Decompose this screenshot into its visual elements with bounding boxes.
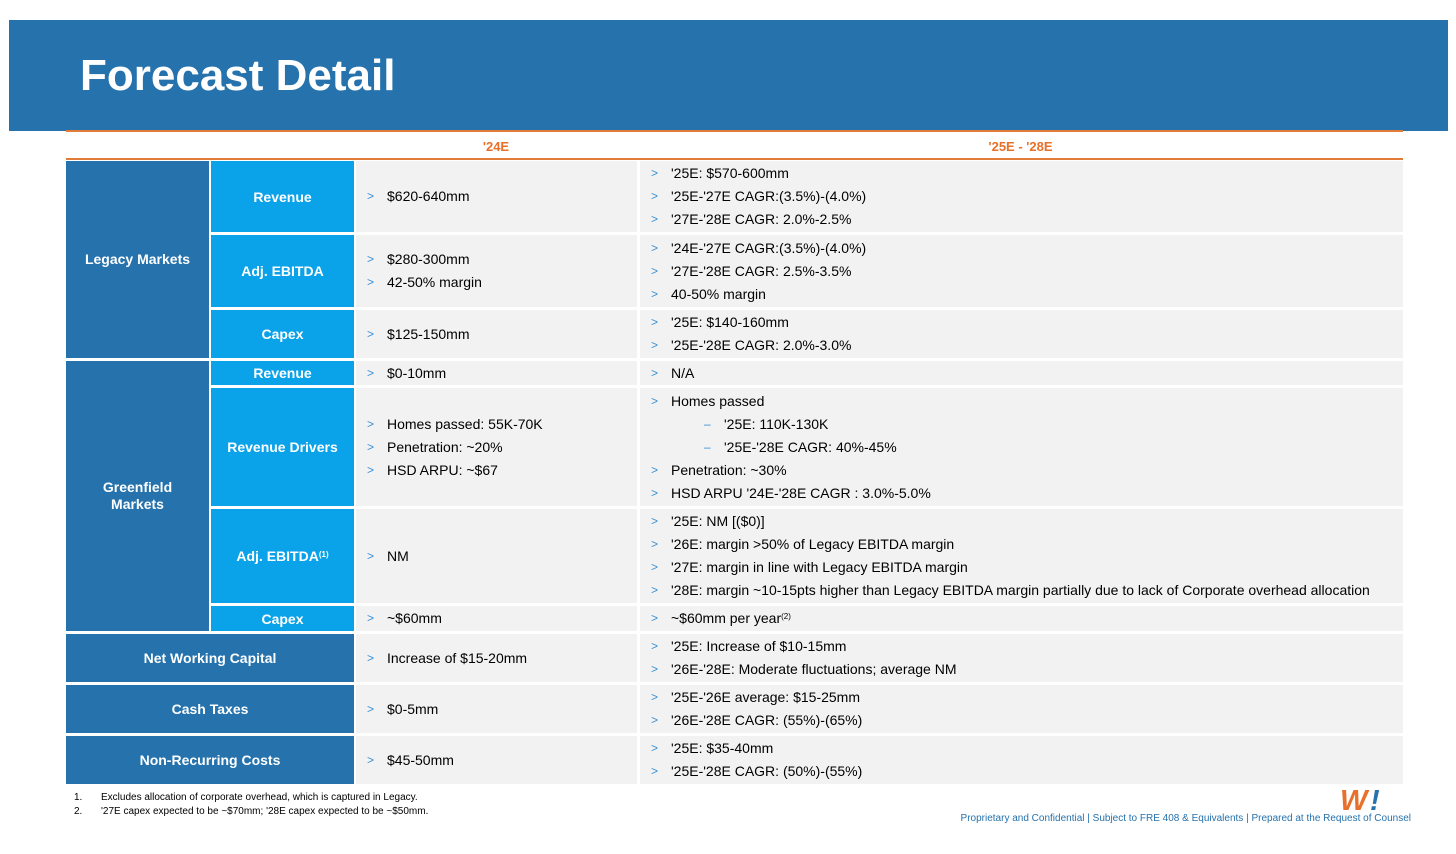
bullet-marker: > bbox=[651, 315, 659, 329]
cell-greenfield-adj-ebitda-25e-28e bbox=[640, 509, 1403, 603]
cell-cash-taxes-25e-28e bbox=[640, 685, 1403, 733]
bullet-text: '27E-'28E CAGR: 2.0%-2.5% bbox=[671, 211, 852, 227]
bullet-marker: > bbox=[651, 583, 659, 597]
footnote-ref: (2) bbox=[781, 612, 791, 621]
cell-greenfield-revenue-24e bbox=[356, 361, 637, 385]
title-bar bbox=[9, 20, 1448, 131]
bullet-marker: > bbox=[651, 338, 659, 352]
footnote bbox=[74, 791, 428, 805]
header-bottom-rule bbox=[66, 158, 1403, 160]
row-label-text: Adj. EBITDA bbox=[236, 548, 319, 564]
bullet-marker: > bbox=[367, 326, 375, 341]
sub-bullet bbox=[651, 436, 1403, 459]
bullet bbox=[367, 607, 637, 630]
bullet bbox=[367, 459, 637, 482]
bullet-text: $0-5mm bbox=[387, 700, 439, 717]
bullet-text: '28E: margin ~10-15pts higher than Legacy EBITDA margin partially due to lack of Corporate overhead allocation bbox=[671, 582, 1370, 598]
footnote-text: '27E capex expected to be ~$70mm; '28E capex expected to be ~$50mm. bbox=[101, 806, 429, 817]
bullet-text: '25E-'28E CAGR: 2.0%-3.0% bbox=[671, 337, 852, 353]
logo-letter: W bbox=[1340, 785, 1368, 814]
footnote-number: 2. bbox=[74, 806, 83, 817]
bullet-marker: > bbox=[367, 462, 375, 477]
bullet-text: '25E: $140-160mm bbox=[671, 314, 789, 330]
bullet-marker: > bbox=[651, 212, 659, 226]
bullet bbox=[651, 185, 1403, 208]
cell-legacy-adj-ebitda-24e bbox=[356, 235, 637, 307]
bullet-marker: > bbox=[367, 650, 375, 665]
bullet-text: '25E-'28E CAGR: (50%)-(55%) bbox=[671, 763, 863, 779]
page-title: Forecast Detail bbox=[80, 51, 396, 100]
bullet-text: '26E-'28E CAGR: (55%)-(65%) bbox=[671, 712, 863, 728]
cell-nwc-24e bbox=[356, 634, 637, 682]
bullet bbox=[651, 283, 1403, 306]
bullet-text: '26E: margin >50% of Legacy EBITDA margin bbox=[671, 536, 955, 552]
header-top-rule bbox=[66, 130, 1403, 132]
group-non-recurring-costs: Non-Recurring Costs bbox=[66, 736, 354, 784]
bullet bbox=[367, 323, 637, 346]
cell-legacy-revenue-25e-28e bbox=[640, 161, 1403, 232]
cell-legacy-revenue-24e bbox=[356, 161, 637, 232]
bullet-text: $45-50mm bbox=[387, 751, 454, 768]
row-label-greenfield-adj-ebitda bbox=[211, 509, 354, 603]
bullet-text: '26E-'28E: Moderate fluctuations; average NM bbox=[671, 661, 957, 677]
bullet-text: $125-150mm bbox=[387, 325, 470, 342]
footnote bbox=[74, 805, 428, 819]
bullet bbox=[651, 334, 1403, 357]
bullet bbox=[651, 311, 1403, 334]
bullet bbox=[651, 162, 1403, 185]
bullet-marker: > bbox=[367, 365, 375, 380]
bullet bbox=[651, 635, 1403, 658]
bullet-marker: > bbox=[651, 365, 659, 380]
bullet bbox=[367, 436, 637, 459]
cell-greenfield-capex-25e-28e bbox=[640, 606, 1403, 631]
cell-greenfield-adj-ebitda-24e bbox=[356, 509, 637, 603]
row-label-legacy-revenue: Revenue bbox=[211, 161, 354, 232]
group-legacy-markets: Legacy Markets bbox=[66, 161, 209, 358]
bullet-marker: > bbox=[651, 166, 659, 180]
bullet bbox=[651, 737, 1403, 760]
bullet-text: ~$60mm per year bbox=[671, 610, 782, 626]
footnote-number: 1. bbox=[74, 792, 83, 803]
bullet bbox=[367, 698, 637, 721]
bullet bbox=[651, 362, 1403, 385]
bullet-marker: > bbox=[651, 662, 659, 676]
bullet-text: '27E-'28E CAGR: 2.5%-3.5% bbox=[671, 262, 852, 279]
bullet-text: $620-640mm bbox=[387, 188, 470, 204]
bullet-marker: > bbox=[651, 639, 659, 653]
column-header-25e-28e: '25E - '28E bbox=[988, 139, 1053, 154]
bullet bbox=[651, 686, 1403, 709]
cell-greenfield-drivers-24e bbox=[356, 388, 637, 506]
bullet-marker: > bbox=[651, 189, 659, 203]
sub-bullet-text: '25E: 110K-130K bbox=[724, 415, 829, 432]
bullet-marker: > bbox=[651, 741, 659, 755]
bullet bbox=[367, 545, 637, 568]
bullet bbox=[367, 647, 637, 670]
bullet-text: HSD ARPU: ~$67 bbox=[387, 461, 498, 478]
row-label-legacy-capex: Capex bbox=[211, 310, 354, 358]
bullet bbox=[651, 208, 1403, 231]
bullet-text: '25E: NM [($0)] bbox=[671, 513, 765, 529]
sub-bullet-marker: – bbox=[704, 416, 711, 431]
bullet bbox=[651, 658, 1403, 681]
bullet bbox=[651, 237, 1403, 260]
company-logo bbox=[1340, 784, 1386, 814]
bullet-marker: > bbox=[651, 560, 659, 574]
cell-nrc-25e-28e bbox=[640, 736, 1403, 784]
bullet bbox=[367, 362, 637, 385]
cell-nwc-25e-28e bbox=[640, 634, 1403, 682]
bullet-marker: > bbox=[367, 189, 375, 203]
logo-mark: ! bbox=[1370, 785, 1380, 814]
bullet bbox=[651, 709, 1403, 732]
group-cash-taxes: Cash Taxes bbox=[66, 685, 354, 733]
bullet-text: 40-50% margin bbox=[671, 285, 766, 302]
footnotes bbox=[74, 791, 428, 819]
sub-bullet-marker: – bbox=[704, 439, 711, 454]
bullet-marker: > bbox=[367, 252, 375, 266]
bullet bbox=[367, 185, 637, 208]
bullet bbox=[651, 459, 1403, 482]
confidentiality-notice: Proprietary and Confidential | Subject to FRE 408 & Equivalents | Prepared at the Request of Counsel bbox=[960, 813, 1411, 824]
bullet bbox=[367, 248, 637, 271]
bullet-marker: > bbox=[651, 713, 659, 727]
bullet-marker: > bbox=[367, 548, 375, 563]
bullet bbox=[651, 760, 1403, 783]
bullet-text: $0-10mm bbox=[387, 364, 447, 381]
row-label-legacy-adj-ebitda: Adj. EBITDA bbox=[211, 235, 354, 307]
bullet-marker: > bbox=[367, 416, 375, 431]
bullet-marker: > bbox=[651, 485, 659, 500]
bullet-text: '25E-'26E average: $15-25mm bbox=[671, 689, 861, 705]
bullet bbox=[651, 482, 1403, 505]
bullet-text: '25E-'27E CAGR:(3.5%)-(4.0%) bbox=[671, 188, 867, 204]
row-label-greenfield-revenue-drivers: Revenue Drivers bbox=[211, 388, 354, 506]
footnote-ref: (1) bbox=[318, 549, 329, 559]
bullet bbox=[651, 579, 1403, 602]
cell-legacy-capex-25e-28e bbox=[640, 310, 1403, 358]
bullet-marker: > bbox=[651, 263, 659, 278]
bullet bbox=[367, 271, 637, 294]
bullet bbox=[651, 556, 1403, 579]
group-net-working-capital: Net Working Capital bbox=[66, 634, 354, 682]
cell-legacy-adj-ebitda-25e-28e bbox=[640, 235, 1403, 307]
bullet-text: Homes passed: 55K-70K bbox=[387, 415, 543, 432]
bullet bbox=[651, 607, 1403, 630]
bullet bbox=[367, 413, 637, 436]
bullet-text: '24E-'27E CAGR:(3.5%)-(4.0%) bbox=[671, 239, 867, 256]
bullet bbox=[651, 510, 1403, 533]
bullet-marker: > bbox=[651, 286, 659, 301]
bullet-marker: > bbox=[651, 764, 659, 778]
row-label-greenfield-revenue: Revenue bbox=[211, 361, 354, 385]
cell-greenfield-drivers-25e-28e bbox=[640, 388, 1403, 506]
bullet-text: '25E: $570-600mm bbox=[671, 165, 789, 181]
bullet-marker: > bbox=[367, 439, 375, 454]
bullet-text: '25E: $35-40mm bbox=[671, 740, 774, 756]
bullet-text: Increase of $15-20mm bbox=[387, 649, 528, 666]
bullet-text: HSD ARPU '24E-'28E CAGR : 3.0%-5.0% bbox=[671, 484, 931, 501]
bullet bbox=[651, 390, 1403, 413]
bullet-text: Homes passed bbox=[671, 392, 765, 409]
bullet-text: '27E: margin in line with Legacy EBITDA margin bbox=[671, 559, 968, 575]
cell-legacy-capex-24e bbox=[356, 310, 637, 358]
cell-nrc-24e bbox=[356, 736, 637, 784]
bullet-marker: > bbox=[651, 690, 659, 704]
bullet-text: '25E: Increase of $10-15mm bbox=[671, 638, 847, 654]
bullet-marker: > bbox=[367, 752, 375, 767]
bullet-marker: > bbox=[367, 701, 375, 716]
bullet-marker: > bbox=[651, 537, 659, 551]
bullet-marker: > bbox=[651, 240, 659, 255]
bullet-marker: > bbox=[651, 462, 659, 477]
bullet-marker: > bbox=[651, 393, 659, 408]
bullet-marker: > bbox=[367, 275, 375, 289]
sub-bullet-text: '25E-'28E CAGR: 40%-45% bbox=[724, 438, 897, 455]
bullet-text: $280-300mm bbox=[387, 251, 470, 267]
bullet-text: Penetration: ~20% bbox=[387, 438, 503, 455]
bullet-marker: > bbox=[651, 514, 659, 528]
row-label-greenfield-capex: Capex bbox=[211, 606, 354, 631]
sub-bullet bbox=[651, 413, 1403, 436]
bullet bbox=[651, 533, 1403, 556]
cell-greenfield-revenue-25e-28e bbox=[640, 361, 1403, 385]
bullet-text: NM bbox=[387, 547, 409, 564]
bullet-text: N/A bbox=[671, 364, 695, 381]
cell-cash-taxes-24e bbox=[356, 685, 637, 733]
footnote-text: Excludes allocation of corporate overhead, which is captured in Legacy. bbox=[101, 792, 418, 803]
bullet bbox=[367, 749, 637, 772]
group-greenfield-markets: Greenfield Markets bbox=[66, 361, 209, 631]
bullet-text: ~$60mm bbox=[387, 610, 442, 626]
bullet-marker: > bbox=[367, 611, 375, 625]
bullet bbox=[651, 260, 1403, 283]
column-header-24e: '24E bbox=[482, 139, 510, 154]
bullet-marker: > bbox=[651, 611, 659, 625]
bullet-text: 42-50% margin bbox=[387, 274, 482, 290]
bullet-text: Penetration: ~30% bbox=[671, 461, 787, 478]
cell-greenfield-capex-24e bbox=[356, 606, 637, 631]
